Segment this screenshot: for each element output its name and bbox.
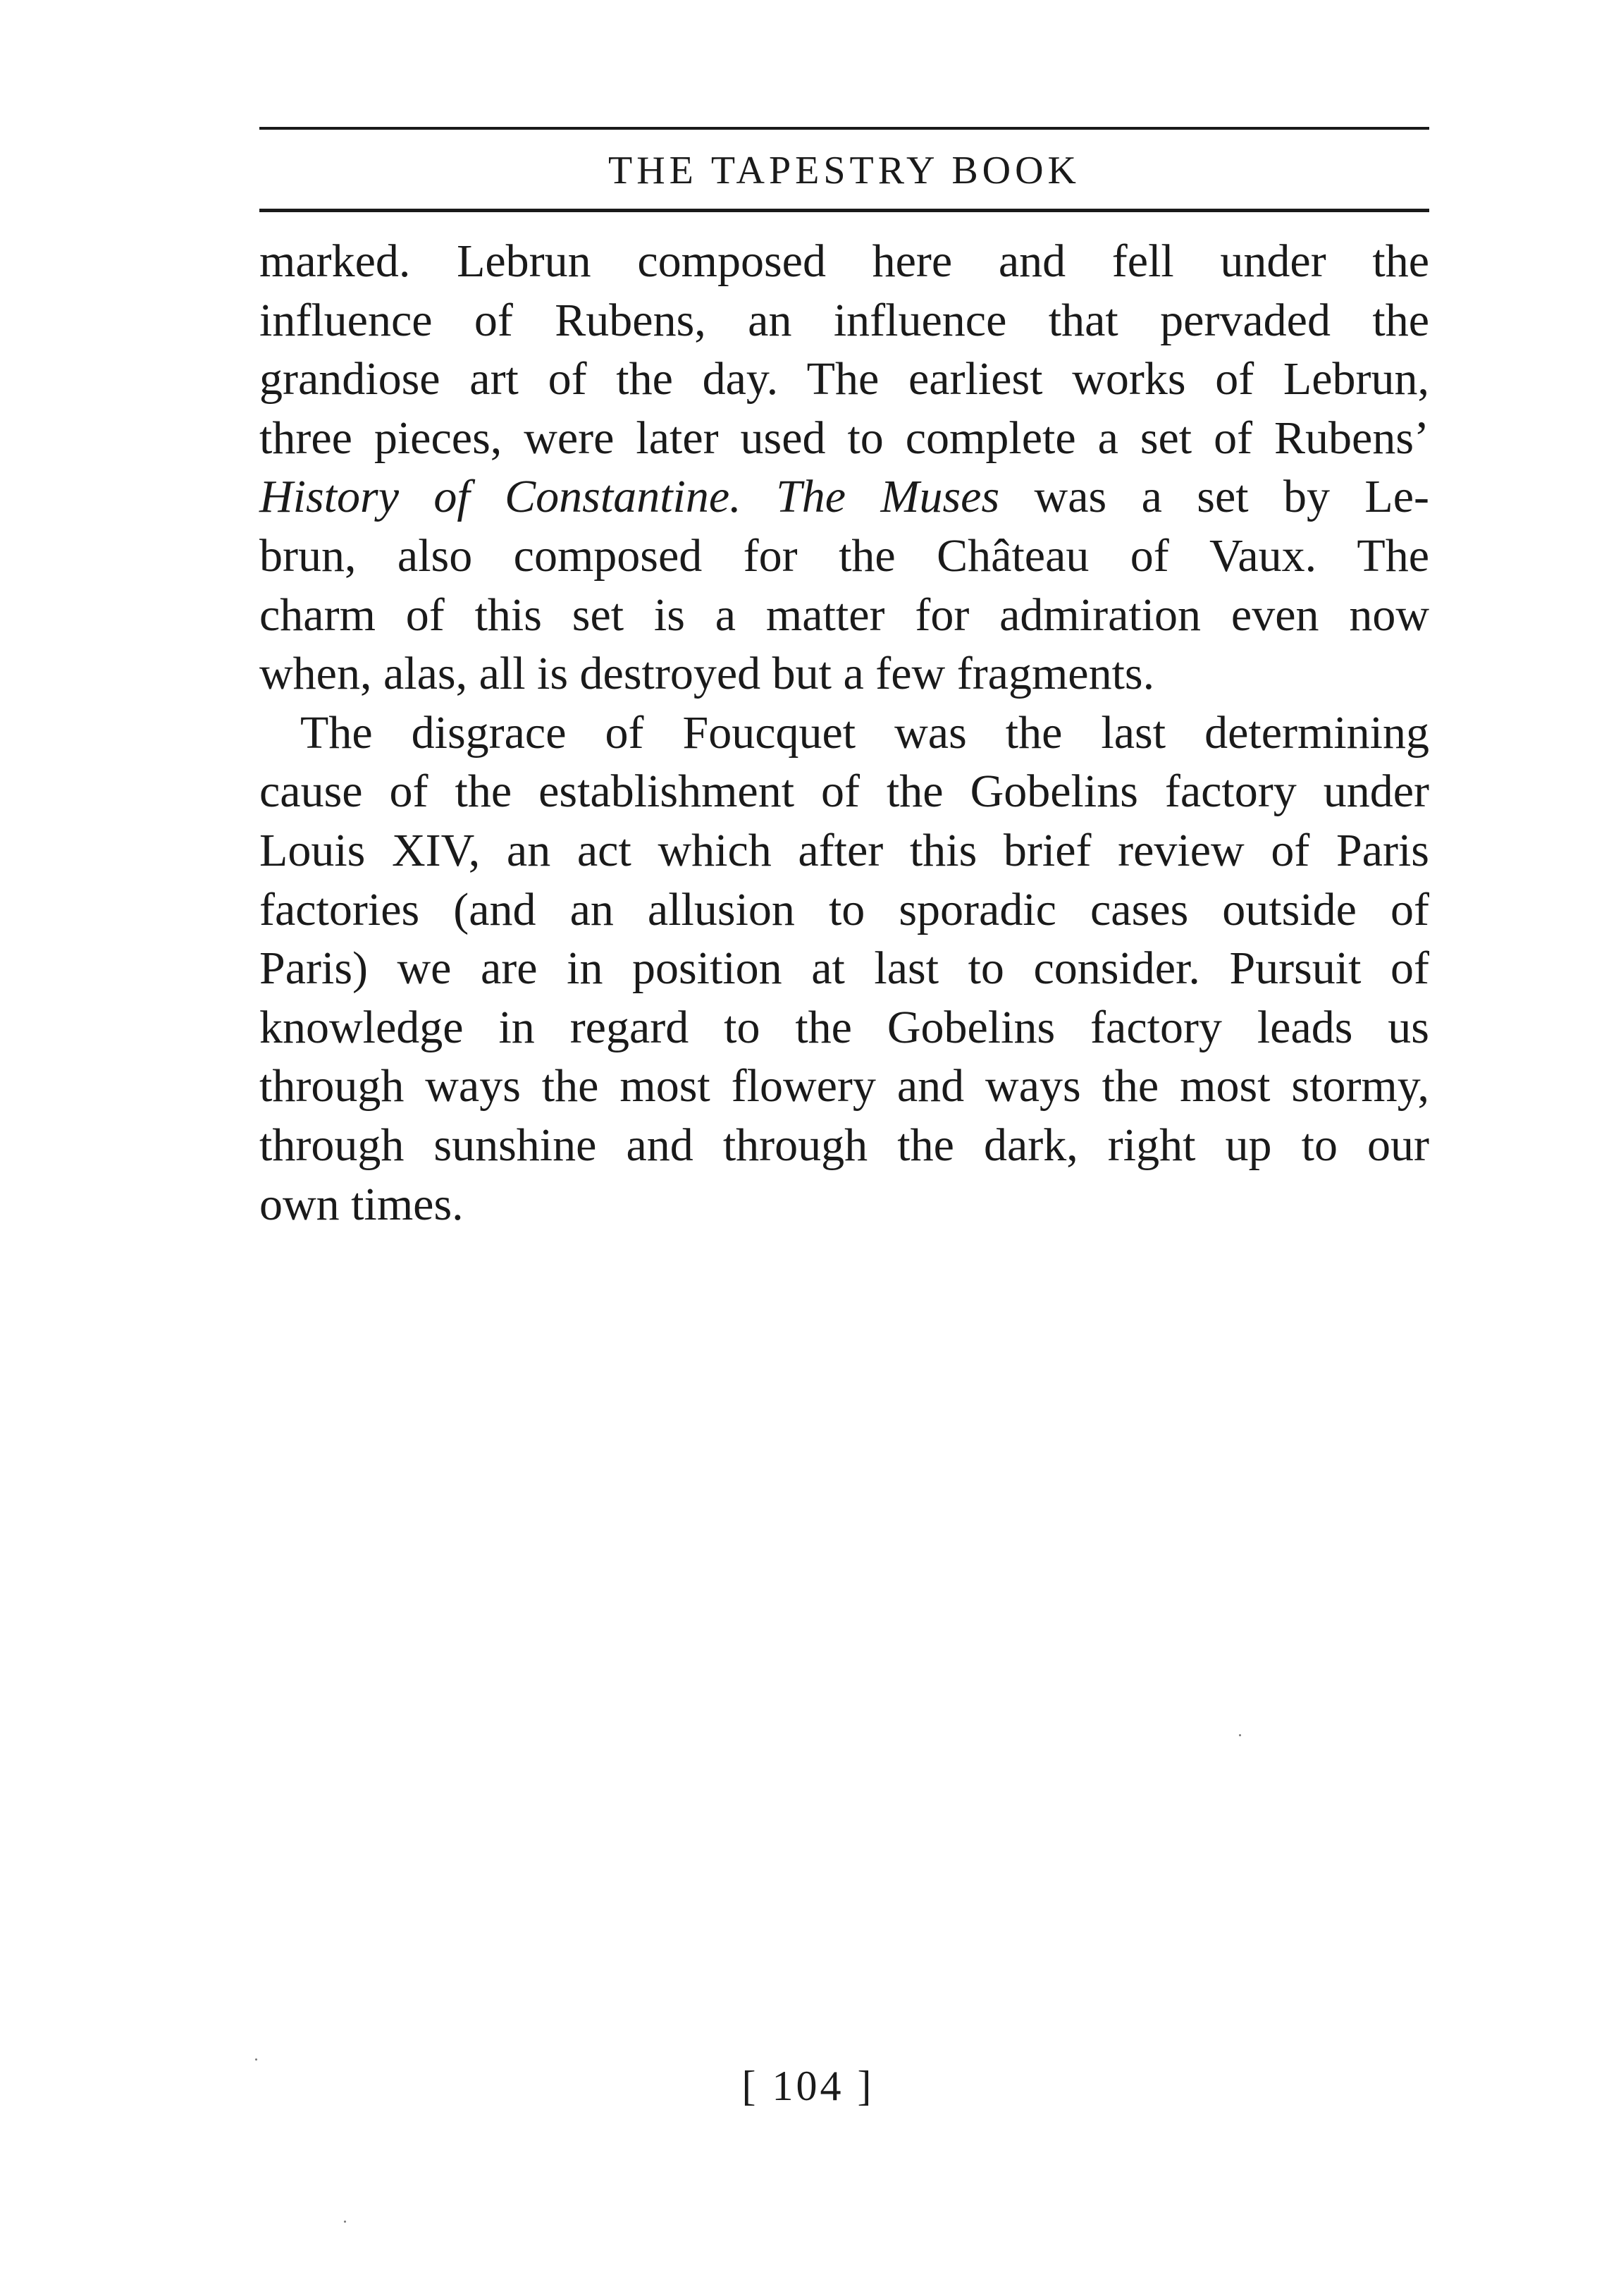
text-line: charm of this set is a matter for admiration even now: [259, 589, 1429, 641]
text-line: Paris) we are in position at last to consider. Pursuit of: [259, 943, 1429, 995]
text-line: brun, also composed for the Château of Vaux. The: [259, 529, 1429, 582]
paragraph-2: [259, 704, 1429, 1234]
paragraph-1: [259, 232, 1429, 704]
running-head: THE TAPESTRY BOOK: [607, 149, 1080, 192]
text-line: through ways the most flowery and ways the most stormy,: [259, 1060, 1429, 1112]
page-number: [ 104 ]: [741, 2063, 875, 2109]
body-text: [259, 232, 1429, 1234]
text-line-with-italics: [259, 467, 1429, 527]
text-line: three pieces, were later used to complete a set of Rubens’: [259, 412, 1429, 464]
text-line: own times.: [259, 1178, 464, 1230]
page-body: [259, 127, 1429, 1234]
text-fragment: was a set by Le-: [1034, 471, 1429, 523]
paper-speck: [1239, 1734, 1241, 1736]
text-line: knowledge in regard to the Gobelins factory leads us: [259, 1001, 1429, 1053]
text-line: marked. Lebrun composed here and fell under the: [259, 235, 1429, 287]
paper-speck: [255, 2058, 257, 2061]
text-line: The disgrace of Foucquet was the last determining: [300, 706, 1429, 759]
italic-title-constantine: History of Constantine.: [259, 471, 741, 523]
text-line: cause of the establishment of the Gobelins factory under: [259, 766, 1429, 818]
header-rule-bottom: [259, 209, 1429, 212]
paper-speck: [344, 2221, 346, 2223]
text-line: through sunshine and through the dark, right up to our: [259, 1119, 1429, 1171]
text-line: factories (and an allusion to sporadic cases outside of: [259, 883, 1429, 935]
italic-title-muses: The Muses: [776, 471, 1000, 523]
text-line: influence of Rubens, an influence that pervaded the: [259, 294, 1429, 346]
text-line: when, alas, all is destroyed but a few fragments.: [259, 648, 1155, 700]
text-line: Louis XIV, an act which after this brief review of Paris: [259, 824, 1429, 876]
text-line: grandiose art of the day. The earliest works of Lebrun,: [259, 353, 1429, 405]
